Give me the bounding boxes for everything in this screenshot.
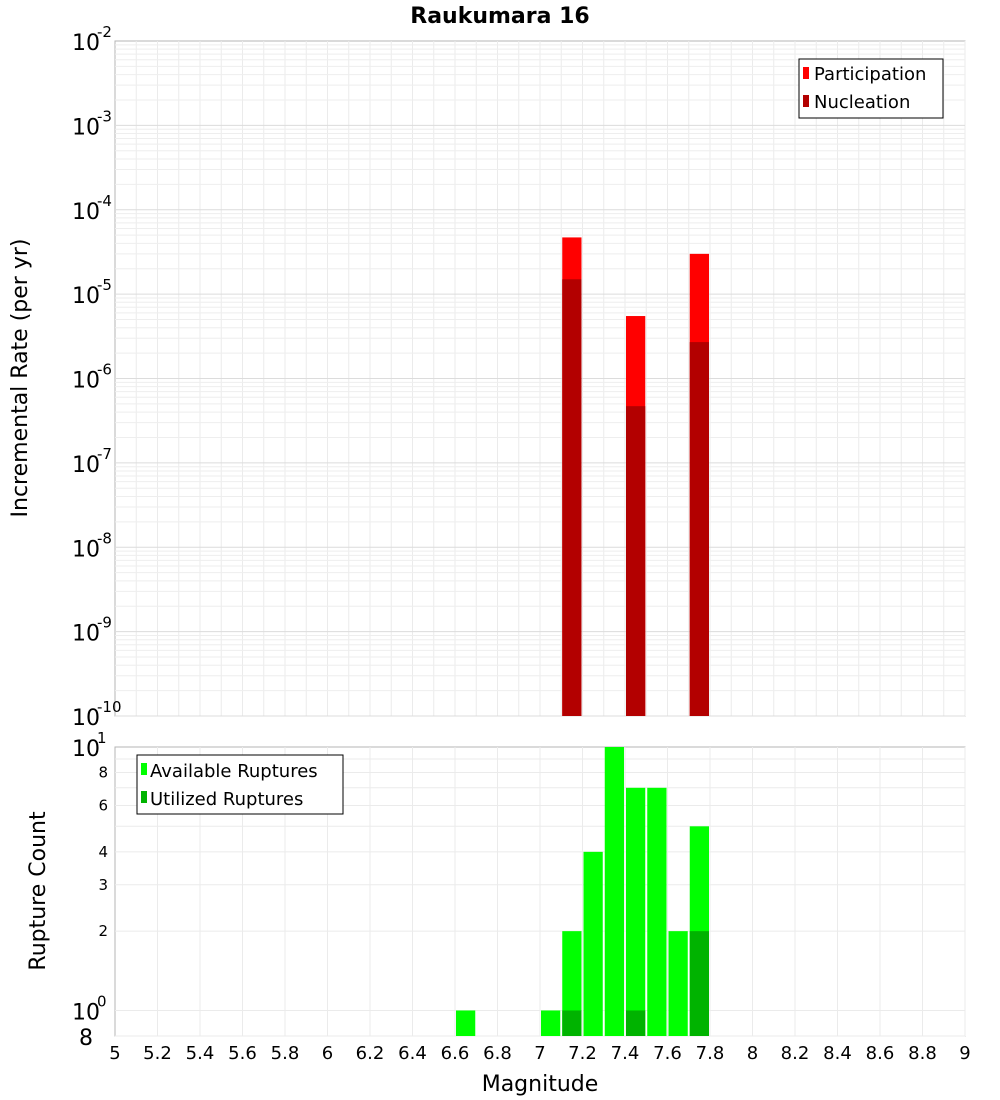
bar-nucleation-7.45 — [626, 406, 645, 716]
top-y-tick-exponent: -2 — [97, 23, 112, 41]
x-tick-label: 6 — [321, 1043, 334, 1064]
top-y-axis-label: Incremental Rate (per yr) — [8, 238, 33, 518]
top-legend — [799, 59, 943, 118]
legend-label-available: Available Ruptures — [150, 761, 318, 782]
incremental-rate-panel — [8, 23, 965, 731]
bottom-y-tick-exponent: 1 — [97, 729, 107, 747]
top-gridlines — [115, 41, 965, 716]
bar-nucleation-7.75 — [690, 342, 709, 716]
rupture-count-panel — [26, 729, 971, 1097]
legend-swatch-utilized — [141, 791, 147, 803]
top-y-tick-label: 10 — [72, 368, 100, 394]
top-y-tick-label: 10 — [72, 31, 100, 56]
x-tick-label: 7.2 — [568, 1043, 597, 1064]
x-ticks — [109, 1043, 970, 1064]
bar-available-ruptures-7.65 — [669, 931, 688, 1036]
x-tick-label: 8.2 — [780, 1043, 810, 1064]
bar-available-ruptures-7.55 — [647, 788, 666, 1036]
top-y-ticks — [72, 23, 122, 731]
legend-label-utilized: Utilized Ruptures — [150, 789, 304, 810]
bar-available-ruptures-7.25 — [584, 852, 603, 1036]
x-tick-label: 7.8 — [695, 1043, 725, 1064]
top-y-tick-exponent: -7 — [97, 444, 112, 463]
x-axis-label: Magnitude — [481, 1072, 599, 1097]
x-tick-label: 6.8 — [483, 1043, 512, 1064]
top-y-tick-exponent: -8 — [97, 529, 112, 548]
bottom-y-minor-tick-label: 4 — [98, 842, 108, 861]
x-tick-label: 7.4 — [610, 1043, 640, 1064]
bar-utilized-ruptures-7.75 — [690, 931, 709, 1036]
bottom-y-tick-label: 10 — [72, 1000, 100, 1026]
top-y-tick-label: 10 — [72, 115, 100, 141]
bottom-y-minor-tick-label: 8 — [79, 1026, 93, 1051]
x-tick-label: 6.4 — [398, 1043, 427, 1064]
top-y-tick-exponent: -3 — [97, 107, 112, 126]
bar-available-ruptures-6.65 — [456, 1010, 475, 1036]
x-tick-label: 9 — [959, 1043, 971, 1064]
top-y-tick-exponent: -5 — [97, 276, 112, 295]
bottom-y-tick-exponent: 0 — [97, 992, 107, 1011]
top-y-tick-label: 10 — [72, 284, 100, 310]
bottom-y-tick-label: 10 — [72, 737, 100, 762]
bar-nucleation-7.15 — [562, 279, 581, 716]
bar-available-ruptures-7.35 — [605, 747, 624, 1036]
x-tick-label: 8.6 — [865, 1043, 895, 1064]
top-y-tick-exponent: -10 — [97, 698, 122, 716]
top-y-tick-exponent: -6 — [97, 360, 112, 379]
bottom-y-ticks — [72, 729, 108, 1051]
x-tick-label: 5 — [109, 1043, 121, 1064]
x-tick-label: 7.6 — [653, 1043, 682, 1064]
x-tick-label: 8.8 — [908, 1043, 937, 1064]
x-tick-label: 5.8 — [270, 1043, 300, 1064]
top-y-tick-label: 10 — [72, 621, 100, 647]
legend-swatch-participation — [803, 67, 809, 79]
legend-swatch-nucleation — [803, 95, 809, 107]
bar-utilized-ruptures-7.45 — [626, 1010, 645, 1036]
top-y-tick-exponent: -9 — [97, 613, 112, 632]
bar-available-ruptures-7.45 — [626, 788, 645, 1036]
top-y-tick-label: 10 — [72, 452, 100, 478]
top-y-tick-exponent: -4 — [97, 191, 112, 210]
x-tick-label: 5.2 — [143, 1043, 172, 1064]
bottom-y-minor-tick-label: 3 — [98, 875, 108, 894]
bottom-y-axis-label: Rupture Count — [26, 811, 51, 971]
bottom-y-minor-tick-label: 2 — [98, 922, 108, 941]
legend-label-nucleation: Nucleation — [814, 92, 911, 113]
top-y-tick-label: 10 — [72, 706, 100, 731]
legend-swatch-available — [141, 763, 147, 775]
x-tick-label: 5.6 — [228, 1043, 257, 1064]
bar-available-ruptures-7.05 — [541, 1010, 560, 1036]
x-tick-label: 5.4 — [185, 1043, 215, 1064]
legend-label-participation: Participation — [814, 64, 927, 85]
x-tick-label: 6.6 — [440, 1043, 470, 1064]
chart-title: Raukumara 16 — [410, 4, 590, 29]
x-tick-label: 8.4 — [823, 1043, 852, 1064]
bottom-y-minor-tick-label: 6 — [98, 796, 108, 815]
x-tick-label: 7 — [534, 1043, 546, 1064]
x-tick-label: 8 — [746, 1043, 759, 1064]
bottom-y-minor-tick-label: 8 — [98, 763, 108, 782]
x-tick-label: 6.2 — [355, 1043, 385, 1064]
bar-utilized-ruptures-7.15 — [562, 1010, 581, 1036]
top-y-tick-label: 10 — [72, 537, 100, 563]
top-y-tick-label: 10 — [72, 199, 100, 225]
bottom-legend — [137, 755, 343, 814]
